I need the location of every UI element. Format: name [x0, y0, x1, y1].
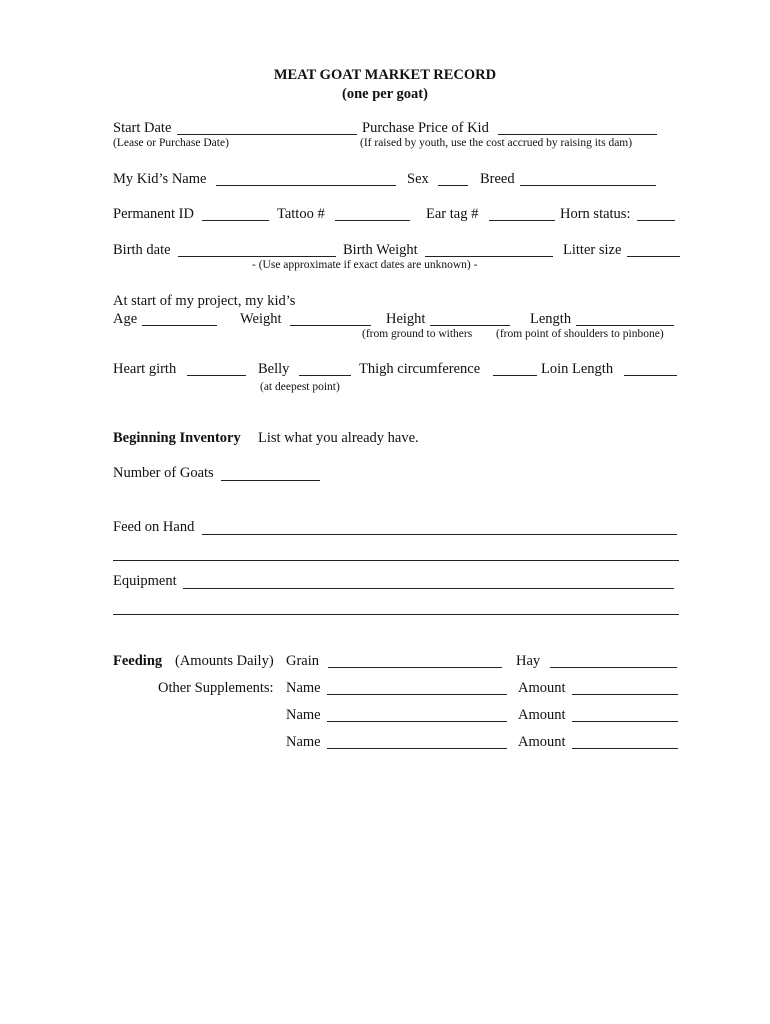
age-field[interactable] — [142, 325, 217, 326]
purchase-price-label: Purchase Price of Kid — [362, 120, 489, 136]
equipment-field-2[interactable] — [113, 614, 679, 615]
breed-label: Breed — [480, 171, 515, 187]
inventory-instruction: List what you already have. — [258, 430, 419, 446]
birth-note: - (Use approximate if exact dates are unknown) - — [252, 259, 478, 271]
equipment-label: Equipment — [113, 573, 177, 589]
supplement-amount-label-3: Amount — [518, 734, 566, 750]
supplement-name-label-2: Name — [286, 707, 321, 723]
ear-tag-field[interactable] — [489, 220, 555, 221]
height-label: Height — [386, 311, 426, 327]
height-note: (from ground to withers — [362, 328, 473, 340]
thigh-label: Thigh circumference — [359, 361, 481, 377]
other-supplements-label: Other Supplements: — [158, 680, 274, 696]
purchase-price-field[interactable] — [498, 134, 657, 135]
purchase-price-note: (If raised by youth, use the cost accrued by raising its dam) — [360, 137, 633, 149]
litter-size-field[interactable] — [627, 256, 680, 257]
supplement-name-field-2[interactable] — [327, 721, 507, 722]
tattoo-label: Tattoo # — [277, 206, 325, 222]
length-label: Length — [530, 311, 572, 327]
form-title: MEAT GOAT MARKET RECORD — [273, 67, 497, 83]
birth-weight-label: Birth Weight — [343, 242, 418, 258]
feed-on-hand-field-2[interactable] — [113, 560, 679, 561]
start-date-label: Start Date — [113, 120, 172, 136]
supplement-name-field-3[interactable] — [327, 748, 507, 749]
supplement-amount-field-3[interactable] — [572, 748, 678, 749]
permanent-id-field[interactable] — [202, 220, 269, 221]
belly-label: Belly — [258, 361, 290, 377]
amounts-daily-label: (Amounts Daily) — [175, 653, 274, 669]
supplement-amount-field-1[interactable] — [572, 694, 678, 695]
thigh-field[interactable] — [493, 375, 537, 376]
birth-date-field[interactable] — [178, 256, 336, 257]
kid-name-label: My Kid’s Name — [113, 171, 207, 187]
feeding-heading: Feeding — [113, 653, 163, 669]
form-subtitle: (one per goat) — [342, 86, 428, 102]
start-date-note: (Lease or Purchase Date) — [113, 137, 229, 149]
sex-field[interactable] — [438, 185, 468, 186]
start-date-field[interactable] — [177, 134, 357, 135]
supplement-amount-label-1: Amount — [518, 680, 566, 696]
grain-label: Grain — [286, 653, 320, 669]
supplement-name-label-3: Name — [286, 734, 321, 750]
birth-date-label: Birth date — [113, 242, 171, 258]
belly-field[interactable] — [299, 375, 351, 376]
horn-status-label: Horn status: — [560, 206, 631, 222]
birth-weight-field[interactable] — [425, 256, 553, 257]
number-of-goats-label: Number of Goats — [113, 465, 214, 481]
ear-tag-label: Ear tag # — [426, 206, 479, 222]
feed-on-hand-label: Feed on Hand — [113, 519, 195, 535]
length-note: (from point of shoulders to pinbone) — [496, 328, 664, 340]
loin-length-label: Loin Length — [541, 361, 614, 377]
litter-size-label: Litter size — [563, 242, 622, 258]
supplement-amount-label-2: Amount — [518, 707, 566, 723]
length-field[interactable] — [576, 325, 674, 326]
heart-girth-field[interactable] — [187, 375, 246, 376]
weight-field[interactable] — [290, 325, 371, 326]
inventory-heading: Beginning Inventory — [113, 430, 241, 446]
loin-length-field[interactable] — [624, 375, 677, 376]
number-of-goats-field[interactable] — [221, 480, 320, 481]
height-field[interactable] — [430, 325, 510, 326]
heart-girth-label: Heart girth — [113, 361, 177, 377]
horn-status-field[interactable] — [637, 220, 675, 221]
kid-name-field[interactable] — [216, 185, 396, 186]
supplement-name-label-1: Name — [286, 680, 321, 696]
equipment-field[interactable] — [183, 588, 674, 589]
start-project-intro: At start of my project, my kid’s — [113, 293, 296, 309]
breed-field[interactable] — [520, 185, 656, 186]
permanent-id-label: Permanent ID — [113, 206, 194, 222]
hay-field[interactable] — [550, 667, 677, 668]
tattoo-field[interactable] — [335, 220, 410, 221]
supplement-name-field-1[interactable] — [327, 694, 507, 695]
weight-label: Weight — [240, 311, 282, 327]
belly-note: (at deepest point) — [260, 381, 340, 393]
hay-label: Hay — [516, 653, 541, 669]
grain-field[interactable] — [328, 667, 502, 668]
feed-on-hand-field[interactable] — [202, 534, 677, 535]
age-label: Age — [113, 311, 138, 327]
supplement-amount-field-2[interactable] — [572, 721, 678, 722]
sex-label: Sex — [407, 171, 429, 187]
